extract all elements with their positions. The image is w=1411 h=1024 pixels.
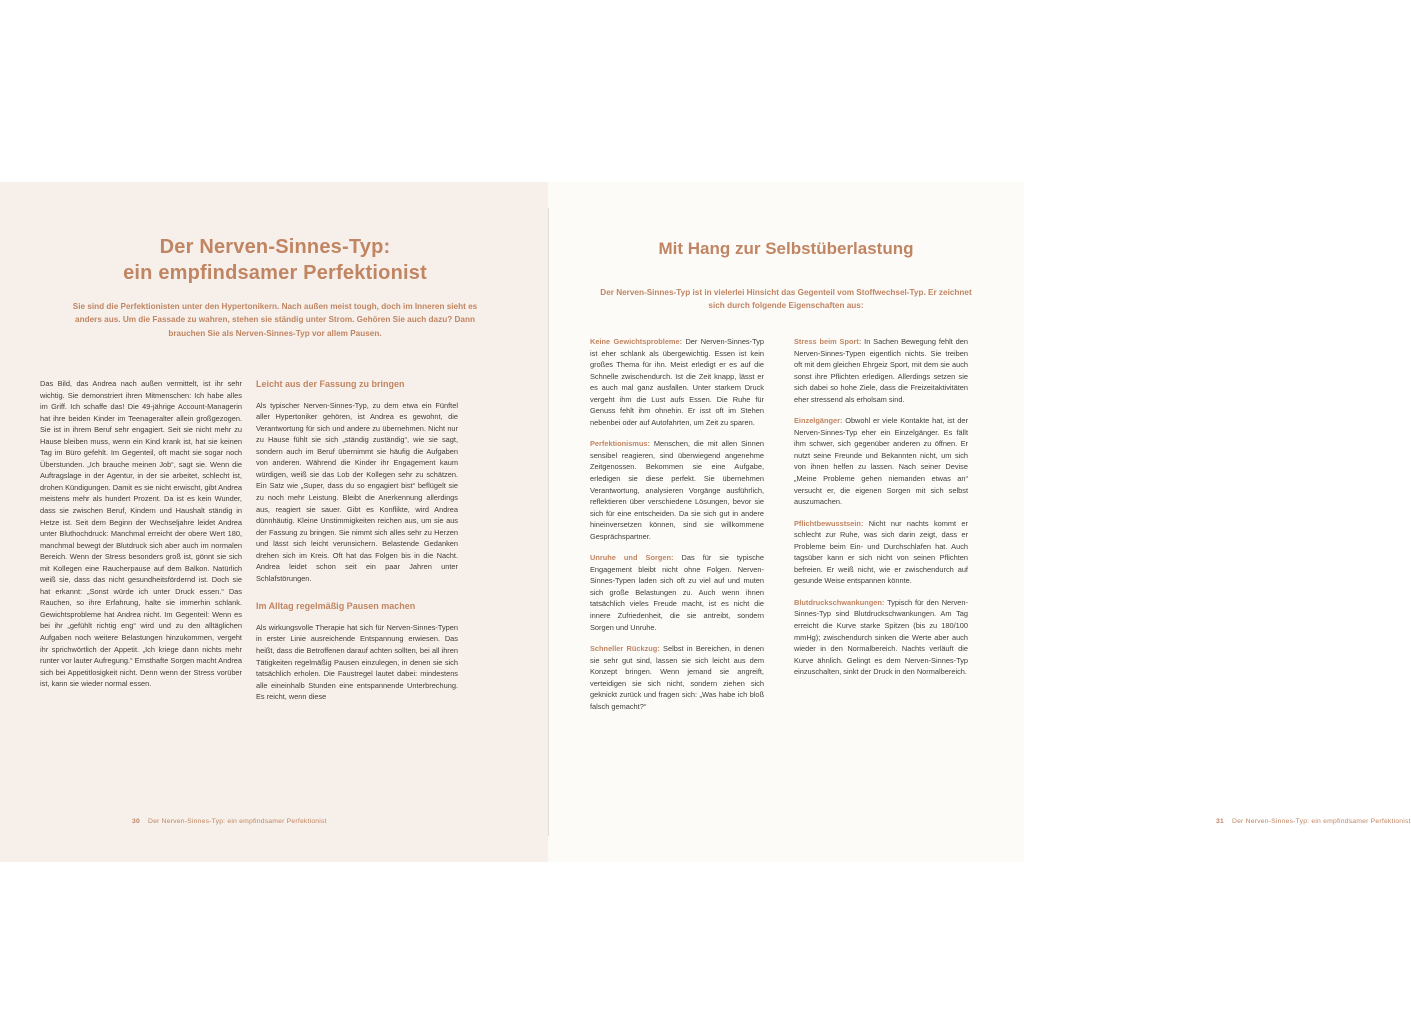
right-page-column-2 xyxy=(794,336,968,678)
trait-term: Perfektionismus: xyxy=(590,439,650,449)
trait-text: Selbst in Bereichen, in denen sie sehr gut sind, lassen sie sich leicht aus dem Konzept bringen. Wenn jemand sie angreift, verteidigen sie sich nicht, sondern ziehen sich geknickt zurück und fragen sich: „Was habe ich bloß falsch gemacht?“ xyxy=(590,644,764,711)
trait-term: Stress beim Sport: xyxy=(794,337,862,346)
trait-term: Einzelgänger: xyxy=(794,416,843,426)
trait-item xyxy=(794,518,968,587)
page-title xyxy=(40,234,510,287)
trait-term: Pflichtbewusstsein: xyxy=(794,518,864,528)
left-page-footer xyxy=(132,818,327,825)
trait-item xyxy=(590,438,764,542)
body-paragraph: Als typischer Nerven-Sinnes-Typ, zu dem etwa ein Fünftel aller Hypertoniker gehören, ist Andrea es gewohnt, die Verantwortung für sich und andere zu übernehmen. Nicht nur zu Hause fühlt sie sich „ständig zuständig“, wie sie sagt, sondern auch im Beruf übernimmt sie häufig die Aufgaben von anderen. Während die Kinder ihr Engagement kaum würdigen, weiß sie das Lob der Kollegen sehr zu schätzen. Ein Satz wie „Super, dass du so engagiert bist“ beflügelt sie zu noch mehr Leistung. Bleibt die Anerkennung allerdings aus, reagiert sie sauer. Gibt es Konflikte, wird Andrea dünnhäutig. Kleine Unstimmigkeiten reichen aus, um sie aus der Fassung zu bringen. Sie nimmt sich alles sehr zu Herzen und lässt sich leicht verunsichern. Belastende Gedanken drehen sich im Kreis. Oft hat das Folgen bis in die Nacht. Andrea leidet schon seit ein paar Jahren unter Schlafstörungen. xyxy=(256,400,458,583)
right-page-standfirst: Der Nerven-Sinnes-Typ ist in vielerlei Hinsicht das Gegenteil vom Stoffwechsel-Typ. Er zeichnet sich durch folgende Eigenschaften aus: xyxy=(600,288,972,311)
left-page-column-1 xyxy=(40,378,242,690)
right-page-column-1 xyxy=(590,336,764,712)
trait-item xyxy=(794,415,968,507)
trait-item xyxy=(590,643,764,712)
section-heading-pausen-machen: Im Alltag regelmäßig Pausen machen xyxy=(256,601,416,612)
chapter-title-line-2: ein empfindsamer Perfektionist xyxy=(123,262,427,285)
body-paragraph: Das Bild, das Andrea nach außen vermittelt, ist ihr sehr wichtig. Sie demonstriert ihren Mitmenschen: Ich habe alles im Griff. Ich schaffe das! Die 49-jährige Account-Managerin hat ihre beiden Kinder im Teenageralter allein großgezogen. Sie ist in ihrem Beruf sehr engagiert. Seit sie nicht mehr zu Hause bleiben muss, wenn ein Kind krank ist, hat sie keinen Tag im Büro gefehlt. Im Gegenteil, oft macht sie sogar noch Überstunden. „Ich brauche meinen Job“, sagt sie. Wenn die Auftragslage in der Agentur, in der sie arbeitet, schlecht ist, drohen Kündigungen. Damit es sie nicht erwischt, gibt Andrea meistens mehr als hundert Prozent. Da ist es kein Wunder, dass sie zwischen Beruf, Kindern und Haushalt ständig in Hetze ist. Seit dem Beginn der Wechseljahre leidet Andrea unter Bluthochdruck: Manchmal erreicht der obere Wert 180, manchmal bewegt der Blutdruck sich aber auch im normalen Bereich. Wenn der Stress besonders groß ist, gönnt sie sich mit Kollegen eine Raucherpause auf dem Balkon. Natürlich weiß sie, dass das nicht gesundheitsfördernd ist. Doch sie hat erkannt: „Sonst würde ich unter Druck essen.“ Das Rauchen, so ihre Erfahrung, halte sie immerhin schlank. Gewichtsprobleme hat Andrea nicht. Im Gegenteil: Wenn es bei ihr „gefühlt richtig eng“ wird und zu den alltäglichen Aufgaben noch weitere Belastungen hinzukommen, vergeht ihr sprichwörtlich der Appetit. „Ich kriege dann nichts mehr runter vor lauter Aufregung.“ Ernsthafte Sorgen macht Andrea sich bei Appetitlosigkeit nicht. Denn wenn der Stress vorüber ist, kann sie wieder normal essen. xyxy=(40,379,242,689)
right-page-title: Mit Hang zur Selbstüberlastung xyxy=(658,239,914,258)
section-heading-leicht-aus-der-fassung: Leicht aus der Fassung zu bringen xyxy=(256,379,405,389)
trait-term: Blutdruckschwankungen: xyxy=(794,597,885,607)
trait-text: In Sachen Bewegung fehlt den Nerven-Sinnes-Typen eigentlich nichts. Sie treiben oft mit dem gleichen Ehrgeiz Sport, mit dem sie auch sonst ihre Pflichten erledigen. Allerdings setzen sie sich dabei so hohe Ziele, dass die Freizeitaktivitäten eher stressend als erholsam sind. xyxy=(794,337,968,404)
page-number: 31 xyxy=(1216,818,1224,825)
trait-text: Typisch für den Nerven-Sinnes-Typ sind Blutdruckschwankungen. Am Tag erreicht die Kurve starke Spitzen (bis zu 180/100 mmHg); zwischendurch sinken die Werte aber auch wieder in den Normalbereich. Nachts verläuft die Kurve ähnlich. Gelingt es dem Nerven-Sinnes-Typ einzuschalten, sinkt der Druck in den Normalbereich. xyxy=(794,597,968,677)
left-page-column-2 xyxy=(256,378,458,703)
running-head: Der Nerven-Sinnes-Typ: ein empfindsamer Perfektionist xyxy=(147,818,327,825)
trait-term: Schneller Rückzug: xyxy=(590,644,660,654)
trait-term: Keine Gewichtsprobleme: xyxy=(590,337,683,346)
body-paragraph: Als wirkungsvolle Therapie hat sich für Nerven-Sinnes-Typen in erster Linie ausreichende Entspannung erwiesen. Das heißt, dass die Betroffenen darauf achten sollten, bei all ihren Tätigkeiten regelmäßig Pausen einzulegen, in denen sie sich tatsächlich erholen. Die Faustregel lautet dabei: mindestens alle eineinhalb Stunden eine entspannende Unterbrechung. Es reicht, wenn diese xyxy=(256,622,458,702)
trait-text: Nicht nur nachts kommt er schlecht zur Ruhe, was sich darin zeigt, dass er Probleme beim Ein- und Durchschlafen hat. Auch tagsüber kann er sich nicht von seinen Pflichten befreien. Er weiß nicht, wie er zwischendurch auf gesunde Weise entspannen könnte. xyxy=(794,518,968,586)
trait-text: Menschen, die mit allen Sinnen sensibel reagieren, sind überwiegend angenehme Zeitgenossen. Bekommen sie eine Aufgabe, erledigen sie diese perfekt. Sie übernehmen Verantwortung, analysieren Vorgänge ausführlich, reflektieren über verschiedene Lösungen, bevor sie sich für eine entscheiden. Da sie sich gut in andere hineinversetzen können, sind sie willkommene Gesprächspartner. xyxy=(590,439,764,541)
trait-text: Obwohl er viele Kontakte hat, ist der Nerven-Sinnes-Typ eher ein Einzelgänger. Es fällt ihm schwer, sich gegenüber anderen zu öffnen. Er nutzt seine Freunde und Bekannten nicht, um sich von ihnen helfen zu lassen. Nach seiner Devise „Meine Probleme gehen niemanden etwas an“ versucht er, die eigenen Sorgen mit sich selbst auszumachen. xyxy=(794,416,968,507)
trait-text: Der Nerven-Sinnes-Typ ist eher schlank als übergewichtig. Essen ist kein großes Thema für ihn. Meist erledigt er es auf die Schnelle zwischendurch. Ist die Zeit knapp, lässt er es auch mal ganz ausfallen. Unter starkem Druck vergeht ihm die Lust aufs Essen. Die Ruhe für Genuss fehlt ihm ohnehin. Er isst oft im Stehen nebenbei oder auf Autofahrten, um Zeit zu sparen. xyxy=(590,337,765,427)
trait-term: Unruhe und Sorgen: xyxy=(590,553,674,563)
trait-item xyxy=(590,552,764,633)
right-page xyxy=(548,182,1411,862)
chapter-standfirst: Sie sind die Perfektionisten unter den Hypertonikern. Nach außen meist tough, doch im Inneren sieht es anders aus. Um die Fassade zu wahren, stehen sie ständig unter Strom. Gehören Sie auch dazu? Dann brauchen Sie als Nerven-Sinnes-Typ vor allem Pausen. xyxy=(72,302,478,338)
page-number: 30 xyxy=(132,818,140,825)
chapter-title-line-1: Der Nerven-Sinnes-Typ: xyxy=(159,236,391,258)
running-head: Der Nerven-Sinnes-Typ: ein empfindsamer Perfektionist xyxy=(1231,818,1411,825)
right-page-footer xyxy=(1216,818,1411,825)
left-page xyxy=(0,182,548,862)
book-spread xyxy=(0,182,1411,862)
trait-item xyxy=(794,597,968,678)
trait-item xyxy=(794,336,968,405)
trait-item xyxy=(590,336,764,428)
trait-text: Das für sie typische Engagement bleibt nicht ohne Folgen. Nerven-Sinnes-Typen laden sich oft zu viel auf und muten sich große Belastungen zu. Auch wenn ihnen tatsächlich vieles Freude macht, ist es nicht die innere Zufriedenheit, die sie antreibt, sondern Sorgen und Unruhe. xyxy=(590,553,764,632)
